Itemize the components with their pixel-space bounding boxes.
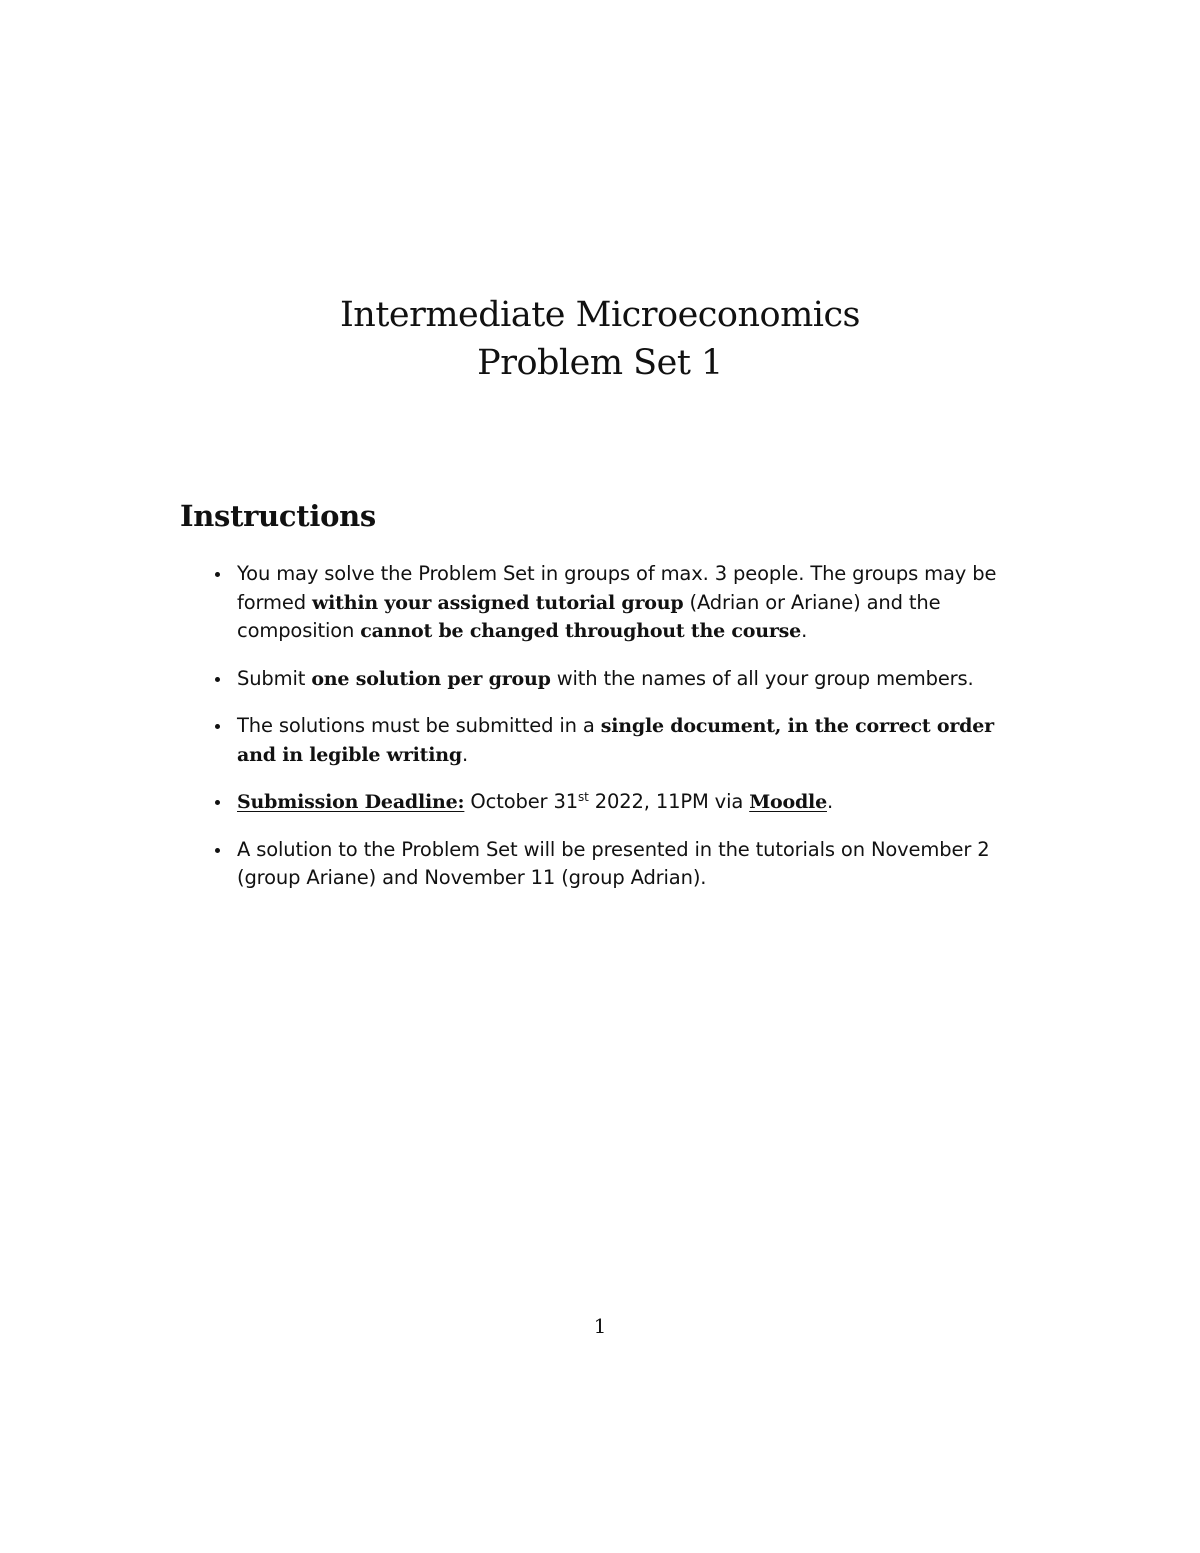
instruction-groups — [237, 560, 1037, 646]
instructions-heading: Instructions — [180, 499, 376, 533]
instruction-format — [237, 712, 1037, 769]
moodle-link[interactable]: Moodle — [749, 791, 827, 813]
emphasis: single document, in the correct order and in legible writing — [237, 715, 994, 766]
deadline-label: Submission Deadline: — [237, 791, 465, 813]
instruction-deadline — [237, 788, 1037, 817]
text: October 31 — [464, 790, 578, 813]
text: . — [461, 742, 469, 766]
text: Submit — [237, 666, 312, 690]
text: (Adrian or Ariane) and the composition — [237, 590, 941, 642]
instruction-submit — [237, 665, 1037, 694]
text: You may solve the Problem Set in groups of max. 3 people. The groups may be formed — [237, 562, 997, 614]
instructions-list — [237, 560, 1037, 912]
text: . — [801, 619, 808, 642]
problem-set-title: Problem Set 1 — [477, 343, 723, 384]
emphasis: one solution per group — [311, 667, 551, 690]
text: 2022, 11PM via — [588, 790, 750, 813]
course-title: Intermediate Microeconomics — [339, 295, 861, 336]
ordinal-suffix: st — [577, 790, 589, 804]
emphasis: cannot be changed throughout the course — [360, 620, 802, 642]
page-number: 1 — [593, 1314, 607, 1338]
document-title — [0, 291, 1200, 387]
emphasis: within your assigned tutorial group — [312, 591, 684, 614]
text: . — [826, 790, 834, 813]
instruction-solution-presentation — [237, 836, 1037, 893]
text: The solutions must be submitted in a — [237, 714, 601, 737]
text: with the names of all your group members. — [550, 666, 974, 690]
text: A solution to the Problem Set will be presented in the tutorials on November 2 (group Ariane) and November 11 (group Adrian). — [237, 837, 990, 889]
